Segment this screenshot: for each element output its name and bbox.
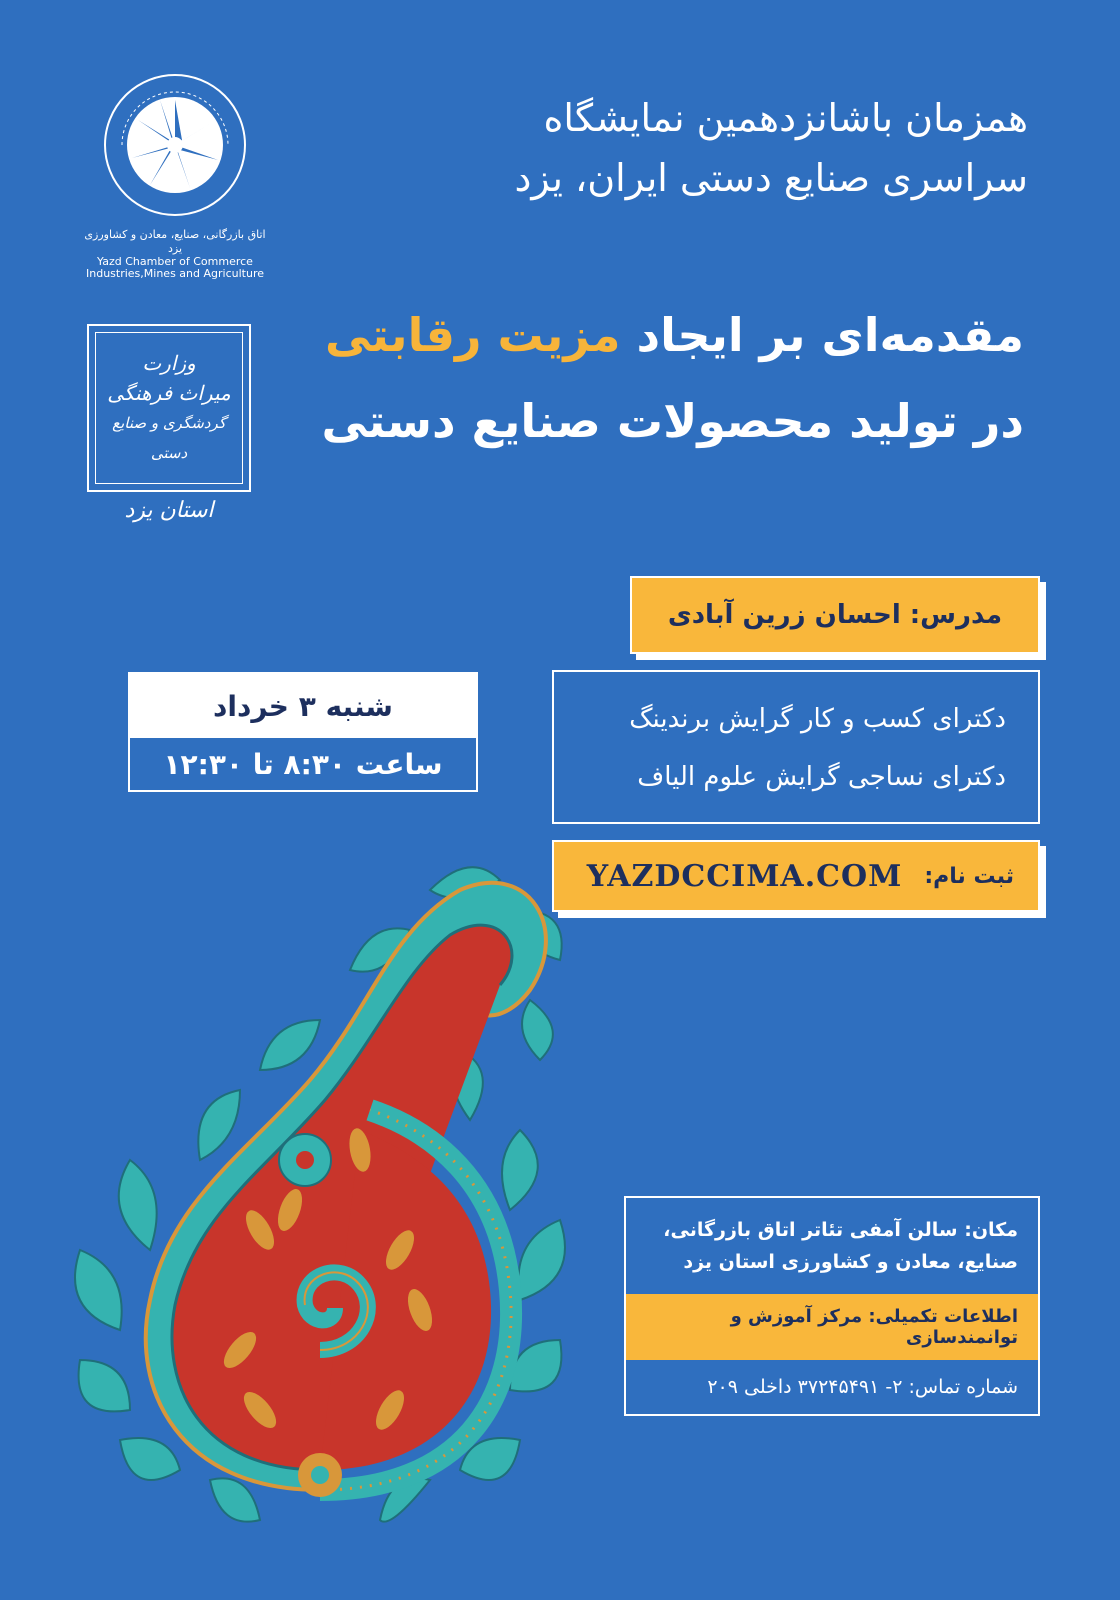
title-line-1	[264, 292, 1024, 378]
chamber-logo	[80, 70, 270, 300]
chamber-name-en-2: Industries,Mines and Agriculture	[86, 267, 264, 280]
ministry-logo-frame	[87, 324, 251, 492]
intro-text	[328, 88, 1028, 208]
title-line-2: در تولید محصولات صنایع دستی	[321, 394, 1024, 448]
venue-line-1: مکان: سالن آمفی تئاتر اتاق بازرگانی،	[663, 1219, 1018, 1241]
event-time: ساعت ۸:۳۰ تا ۱۲:۳۰	[163, 747, 443, 781]
teacher-name: مدرس: احسان زرین آبادی	[667, 600, 1003, 630]
teacher-badge	[630, 576, 1040, 654]
intro-line-2: سراسری صنایع دستی ایران، یزد	[514, 156, 1028, 200]
chamber-name-fa: اتاق بازرگانی، صنایع، معادن و کشاورزی یزد	[84, 228, 266, 255]
date-box	[128, 672, 478, 792]
ministry-line-2: میراث فرهنگی	[107, 381, 231, 405]
chamber-emblem-icon	[100, 70, 250, 220]
venue-line-2: صنایع، معادن و کشاورزی استان یزد	[683, 1251, 1018, 1273]
ministry-line-3: گردشگری و صنایع دستی	[112, 414, 226, 462]
title-highlight: مزیت رقابتی	[324, 308, 621, 362]
extra-info: اطلاعات تکمیلی: مرکز آموزش و توانمندسازی	[626, 1294, 1038, 1360]
paisley-illustration	[60, 830, 580, 1530]
intro-line-1: همزمان باشانزدهمین نمایشگاه	[543, 96, 1028, 140]
chamber-name-en-1: Yazd Chamber of Commerce	[97, 255, 253, 268]
degree-item: دکترای نساجی گرایش علوم الیاف	[637, 762, 1006, 792]
register-badge[interactable]	[552, 840, 1040, 912]
event-day: شنبه ۳ خرداد	[130, 674, 476, 738]
contact-phone: شماره تماس: ۲- ۳۷۲۴۵۴۹۱ داخلی ۲۰۹	[707, 1376, 1018, 1398]
degree-item: دکترای کسب و کار گرایش برندینگ	[629, 704, 1006, 734]
venue	[626, 1198, 1038, 1294]
page-title	[264, 292, 1024, 464]
ministry-logo	[84, 324, 254, 523]
register-url[interactable]: YAZDCCIMA.COM	[586, 858, 903, 894]
title-part-1: مقدمه‌ای بر ایجاد	[620, 308, 1024, 362]
ministry-province: استان یزد	[124, 498, 214, 523]
ministry-line-1: وزارت	[142, 351, 196, 375]
register-label: ثبت نام:	[924, 863, 1014, 889]
paisley-icon	[60, 830, 580, 1530]
info-box	[624, 1196, 1040, 1416]
teacher-degrees	[552, 670, 1040, 824]
